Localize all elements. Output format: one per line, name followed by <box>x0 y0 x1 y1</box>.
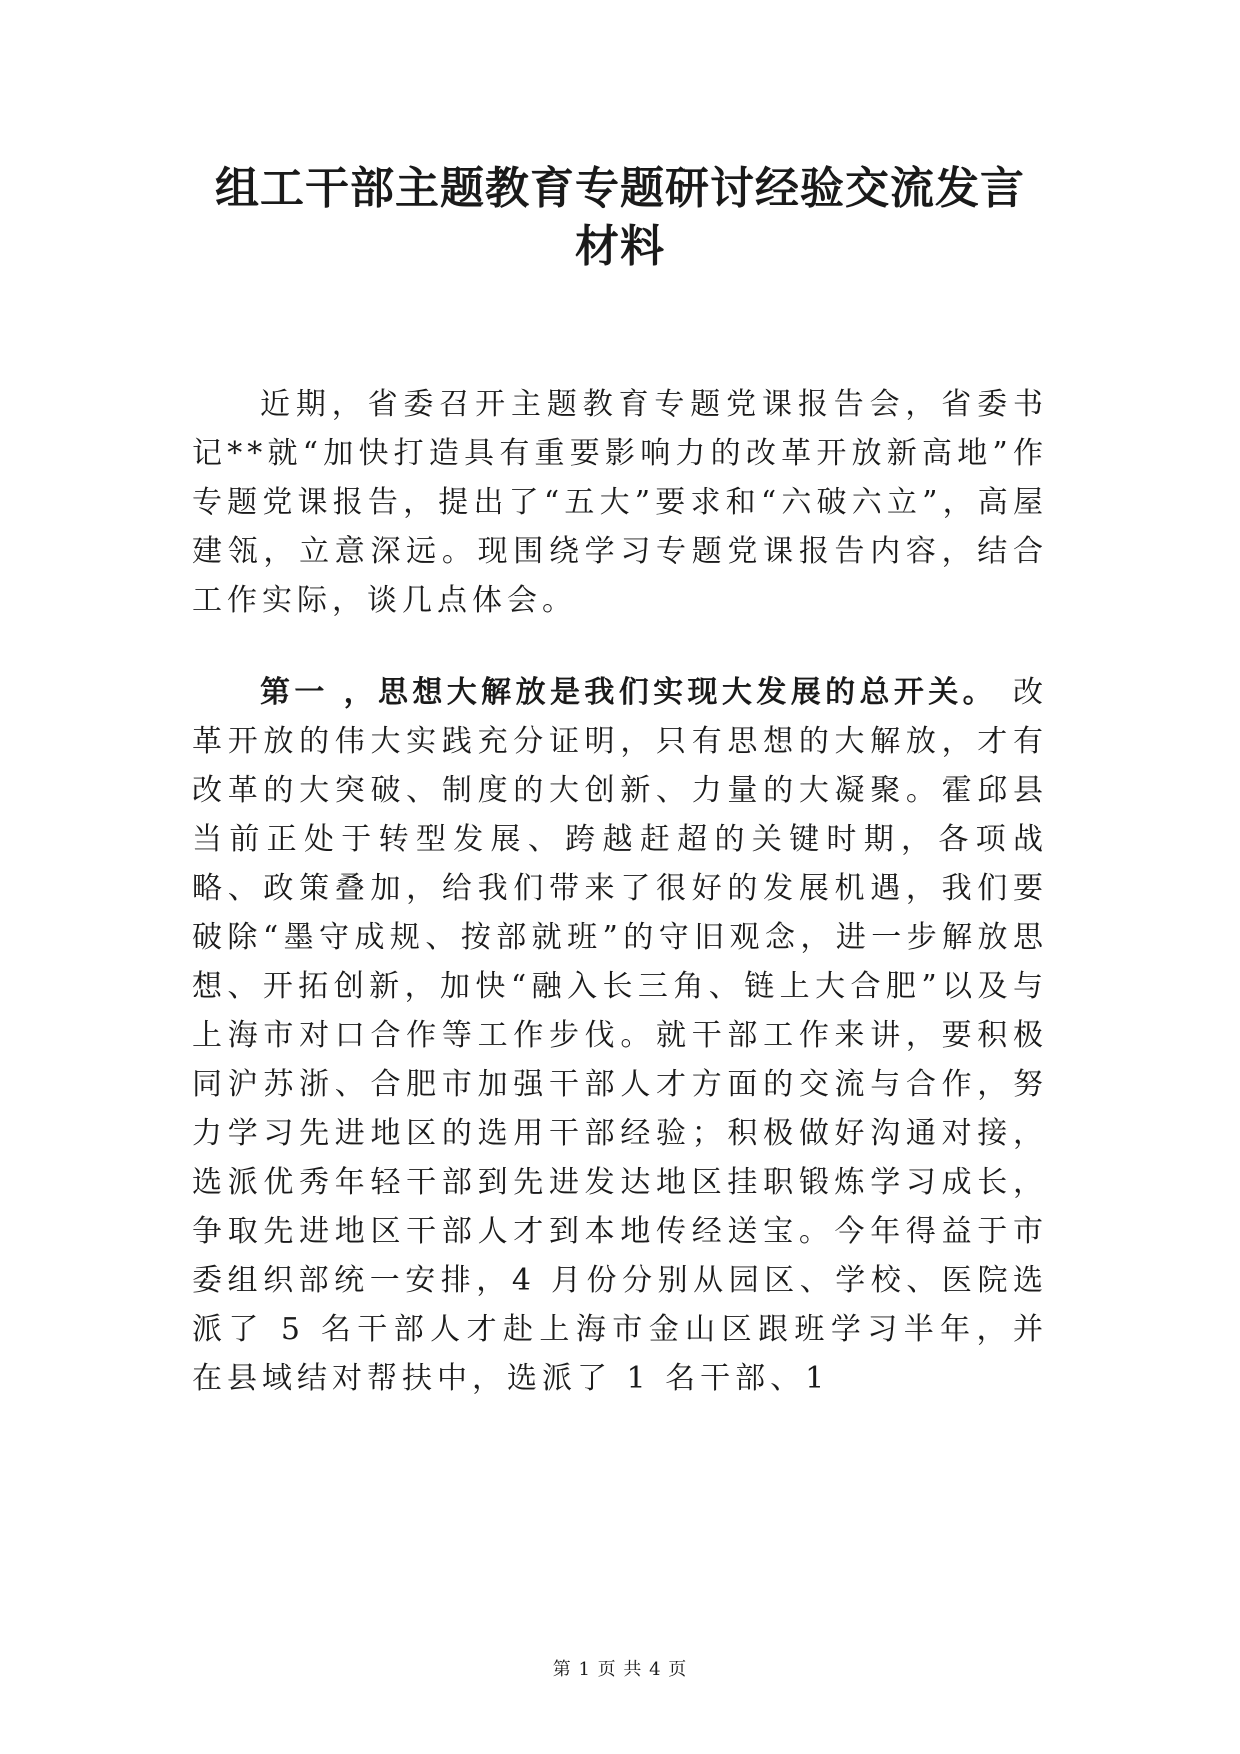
paragraph-intro: 近期，省委召开主题教育专题党课报告会，省委书记**就“加快打造具有重要影响力的改革开放新高地”作专题党课报告，提出了“五大”要求和“六破六立”，高屋建瓴，立意深远。现围绕学习专题党课报告内容，结合工作实际，谈几点体会。 <box>192 387 1048 618</box>
paragraph-body: 改革开放的伟大实践充分证明，只有思想的大解放，才有改革的大突破、制度的大创新、力量的大凝聚。霍邱县当前正处于转型发展、跨越赶超的关键时期，各项战略、政策叠加，给我们带来了很好的发展机遇，我们要破除“墨守成规、按部就班”的守旧观念，进一步解放思想、开拓创新，加快“融入长三角、链上大合肥”以及与上海市对口合作等工作步伐。就干部工作来讲，要积极同沪苏浙、合肥市加强干部人才方面的交流与合作，努力学习先进地区的选用干部经验；积极做好沟通对接，选派优秀年轻干部到先进发达地区挂职锻炼学习成长，争取先进地区干部人才到本地传经送宝。今年得益于市委组织部统一安排，4 月份分别从园区、学校、医院选派了 5 名干部人才赴上海市金山区跟班学习半年，并在县域结对帮扶中，选派了 1 名干部、1 <box>192 675 1048 1396</box>
title-line-2: 材料 <box>575 221 665 272</box>
paragraph-first-point <box>192 668 1048 1403</box>
page-footer: 第 1 页 共 4 页 <box>552 1659 688 1680</box>
document-title <box>190 160 1050 276</box>
paragraph-lead-heading: 第一 ，思想大解放是我们实现大发展的总开关。 <box>260 675 998 710</box>
title-line-1: 组工干部主题教育专题研讨经验交流发言 <box>215 163 1025 214</box>
